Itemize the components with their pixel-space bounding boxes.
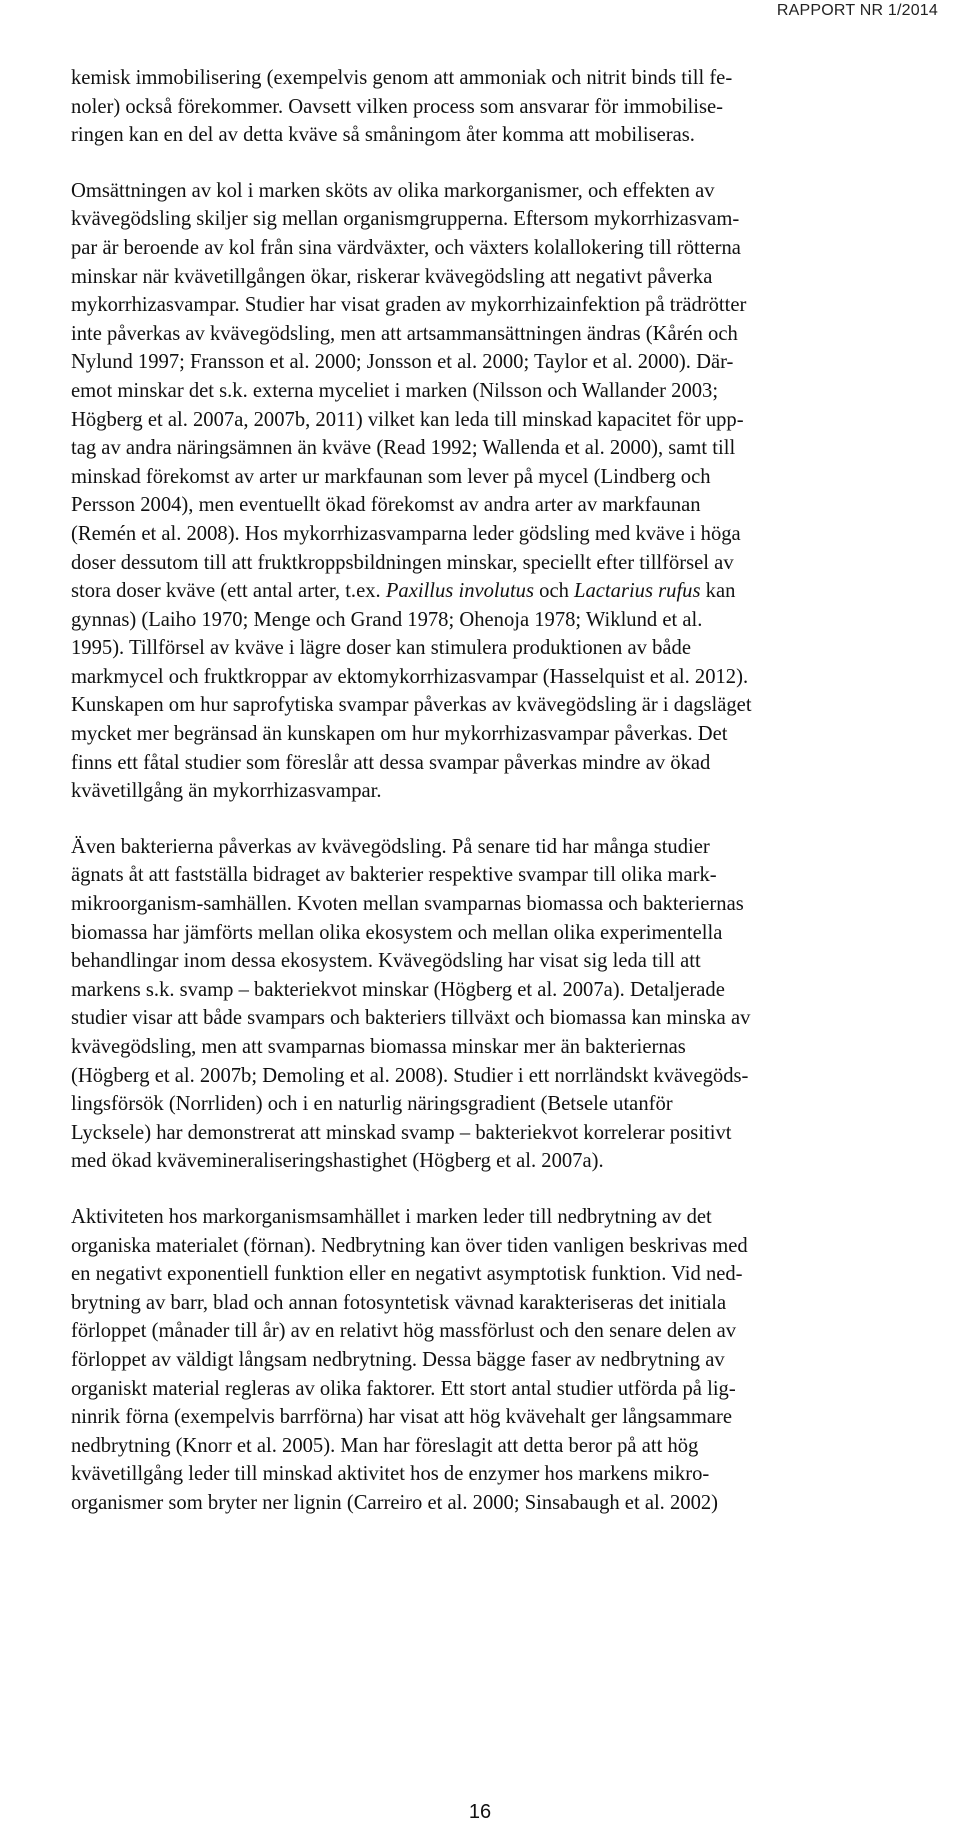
- text-line: inte påverkas av kvävegödsling, men att artsammansättningen ändras (Kårén och: [71, 322, 738, 345]
- text-line: ringen kan en del av detta kväve så småningom åter komma att mobiliseras.: [71, 124, 695, 147]
- text-line: markens s.k. svamp – bakteriekvot minskar (Högberg et al. 2007a). Detaljerade: [71, 978, 725, 1001]
- text-line: förloppet (månader till år) av en relativt hög massförlust och den senare delen av: [71, 1320, 737, 1343]
- text-line: kemisk immobilisering (exempelvis genom att ammoniak och nitrit binds till fe-: [71, 67, 733, 89]
- text-line: organismer som bryter ner lignin (Carreiro et al. 2000; Sinsabaugh et al. 2002): [71, 1491, 719, 1514]
- text-line: mikroorganism-samhällen. Kvoten mellan svamparnas biomassa och bakteriernas: [71, 893, 744, 916]
- text-line: emot minskar det s.k. externa myceliet i marken (Nilsson och Wallander 2003;: [71, 379, 719, 402]
- paragraph-2: [71, 177, 913, 806]
- text-line: mykorrhizasvampar. Studier har visat graden av mykorrhizainfektion på trädrötter: [71, 294, 747, 317]
- text-line: gynnas) (Laiho 1970; Menge och Grand 1978; Ohenoja 1978; Wiklund et al.: [71, 608, 703, 631]
- text-line: Kunskapen om hur saprofytiska svampar påverkas av kvävegödsling är i dagsläget: [71, 694, 752, 717]
- text-line: finns ett fåtal studier som föreslår att dessa svampar påverkas mindre av ökad: [71, 751, 711, 774]
- text-line: studier visar att både svampars och bakteriers tillväxt och biomassa kan minska av: [71, 1007, 751, 1030]
- document-body: [71, 64, 913, 1545]
- text-run: kan: [705, 580, 736, 603]
- text-line: minskar när kvävetillgången ökar, riskerar kvävegödsling att negativt påverka: [71, 265, 713, 288]
- text-line: minskad förekomst av arter ur markfaunan som lever på mycel (Lindberg och: [71, 465, 711, 488]
- text-line: par är beroende av kol från sina värdväxter, och växters kolallokering till rötterna: [71, 236, 741, 259]
- text-line: ägnats åt att fastställa bidraget av bakterier respektive svampar till olika mark-: [71, 864, 717, 887]
- text-line-with-species: [71, 577, 913, 606]
- text-line: lingsförsök (Norrliden) och i en naturlig näringsgradient (Betsele utanför: [71, 1093, 673, 1116]
- running-header: RAPPORT NR 1/2014: [776, 2, 938, 19]
- text-line: organiska materialet (förnan). Nedbrytning kan över tiden vanligen beskrivas med: [71, 1234, 748, 1257]
- text-line: organiskt material regleras av olika faktorer. Ett stort antal studier utförda på lig-: [71, 1377, 736, 1400]
- text-line: behandlingar inom dessa ekosystem. Kvävegödsling har visat sig leda till att: [71, 950, 701, 973]
- text-line: Nylund 1997; Fransson et al. 2000; Jonsson et al. 2000; Taylor et al. 2000). Där-: [71, 351, 734, 374]
- text-line: mycket mer begränsad än kunskapen om hur mykorrhizasvampar påverkas. Det: [71, 723, 728, 746]
- text-line: en negativt exponentiell funktion eller en negativt asymptotisk funktion. Vid ned-: [71, 1263, 743, 1286]
- text-run: stora doser kväve (ett antal arter, t.ex.: [71, 580, 381, 603]
- text-line: (Remén et al. 2008). Hos mykorrhizasvamparna leder gödsling med kväve i höga: [71, 522, 741, 545]
- text-line: noler) också förekommer. Oavsett vilken process som ansvarar för immobilise-: [71, 95, 723, 118]
- text-line: med ökad kvävemineraliseringshastighet (Högberg et al. 2007a).: [71, 1150, 604, 1173]
- text-line: markmycel och fruktkroppar av ektomykorrhizasvampar (Hasselquist et al. 2012).: [71, 665, 749, 688]
- page-number: 16: [468, 1801, 492, 1823]
- text-line: kvävetillgång leder till minskad aktivitet hos de enzymer hos markens mikro-: [71, 1463, 710, 1486]
- species-name: Paxillus involutus: [385, 580, 534, 603]
- text-line: Aktiviteten hos markorganismsamhället i marken leder till nedbrytning av det: [71, 1205, 712, 1228]
- text-line: tag av andra näringsämnen än kväve (Read 1992; Wallenda et al. 2000), samt till: [71, 437, 736, 460]
- text-line: (Högberg et al. 2007b; Demoling et al. 2008). Studier i ett norrländskt kvävegöds-: [71, 1064, 749, 1087]
- text-run: och: [539, 580, 569, 603]
- text-line: Omsättningen av kol i marken sköts av olika markorganismer, och effekten av: [71, 179, 715, 202]
- text-line: ninrik förna (exempelvis barrförna) har visat att hög kvävehalt ger långsammare: [71, 1406, 733, 1429]
- text-line: Även bakterierna påverkas av kvävegödsling. På senare tid har många studier: [71, 835, 710, 858]
- text-line: biomassa har jämförts mellan olika ekosystem och mellan olika experimentella: [71, 921, 723, 944]
- text-line: nedbrytning (Knorr et al. 2005). Man har föreslagit att detta beror på att hög: [71, 1434, 699, 1457]
- paragraph-3: [71, 833, 913, 1176]
- text-line: 1995). Tillförsel av kväve i lägre doser kan stimulera produktionen av både: [71, 637, 691, 660]
- text-line: brytning av barr, blad och annan fotosyntetisk vävnad karakteriseras det initiala: [71, 1291, 727, 1314]
- text-line: Persson 2004), men eventuellt ökad förekomst av andra arter av markfaunan: [71, 494, 701, 517]
- species-name: Lactarius rufus: [574, 580, 701, 603]
- text-line: kvävegödsling skiljer sig mellan organismgrupperna. Eftersom mykorrhizasvam-: [71, 208, 740, 231]
- paragraph-4: [71, 1203, 913, 1518]
- text-line: Högberg et al. 2007a, 2007b, 2011) vilket kan leda till minskad kapacitet för upp-: [71, 408, 744, 431]
- text-line: kvävegödsling, men att svamparnas biomassa minskar mer än bakteriernas: [71, 1036, 686, 1058]
- text-line: kvävetillgång än mykorrhizasvampar.: [71, 780, 382, 803]
- text-line: doser dessutom till att fruktkroppsbildningen minskar, speciellt efter tillförsel av: [71, 551, 734, 574]
- text-line: Lycksele) har demonstrerat att minskad svamp – bakteriekvot korrelerar positivt: [71, 1121, 732, 1144]
- paragraph-1: [71, 64, 913, 150]
- text-line: förloppet av väldigt långsam nedbrytning. Dessa bägge faser av nedbrytning av: [71, 1348, 725, 1371]
